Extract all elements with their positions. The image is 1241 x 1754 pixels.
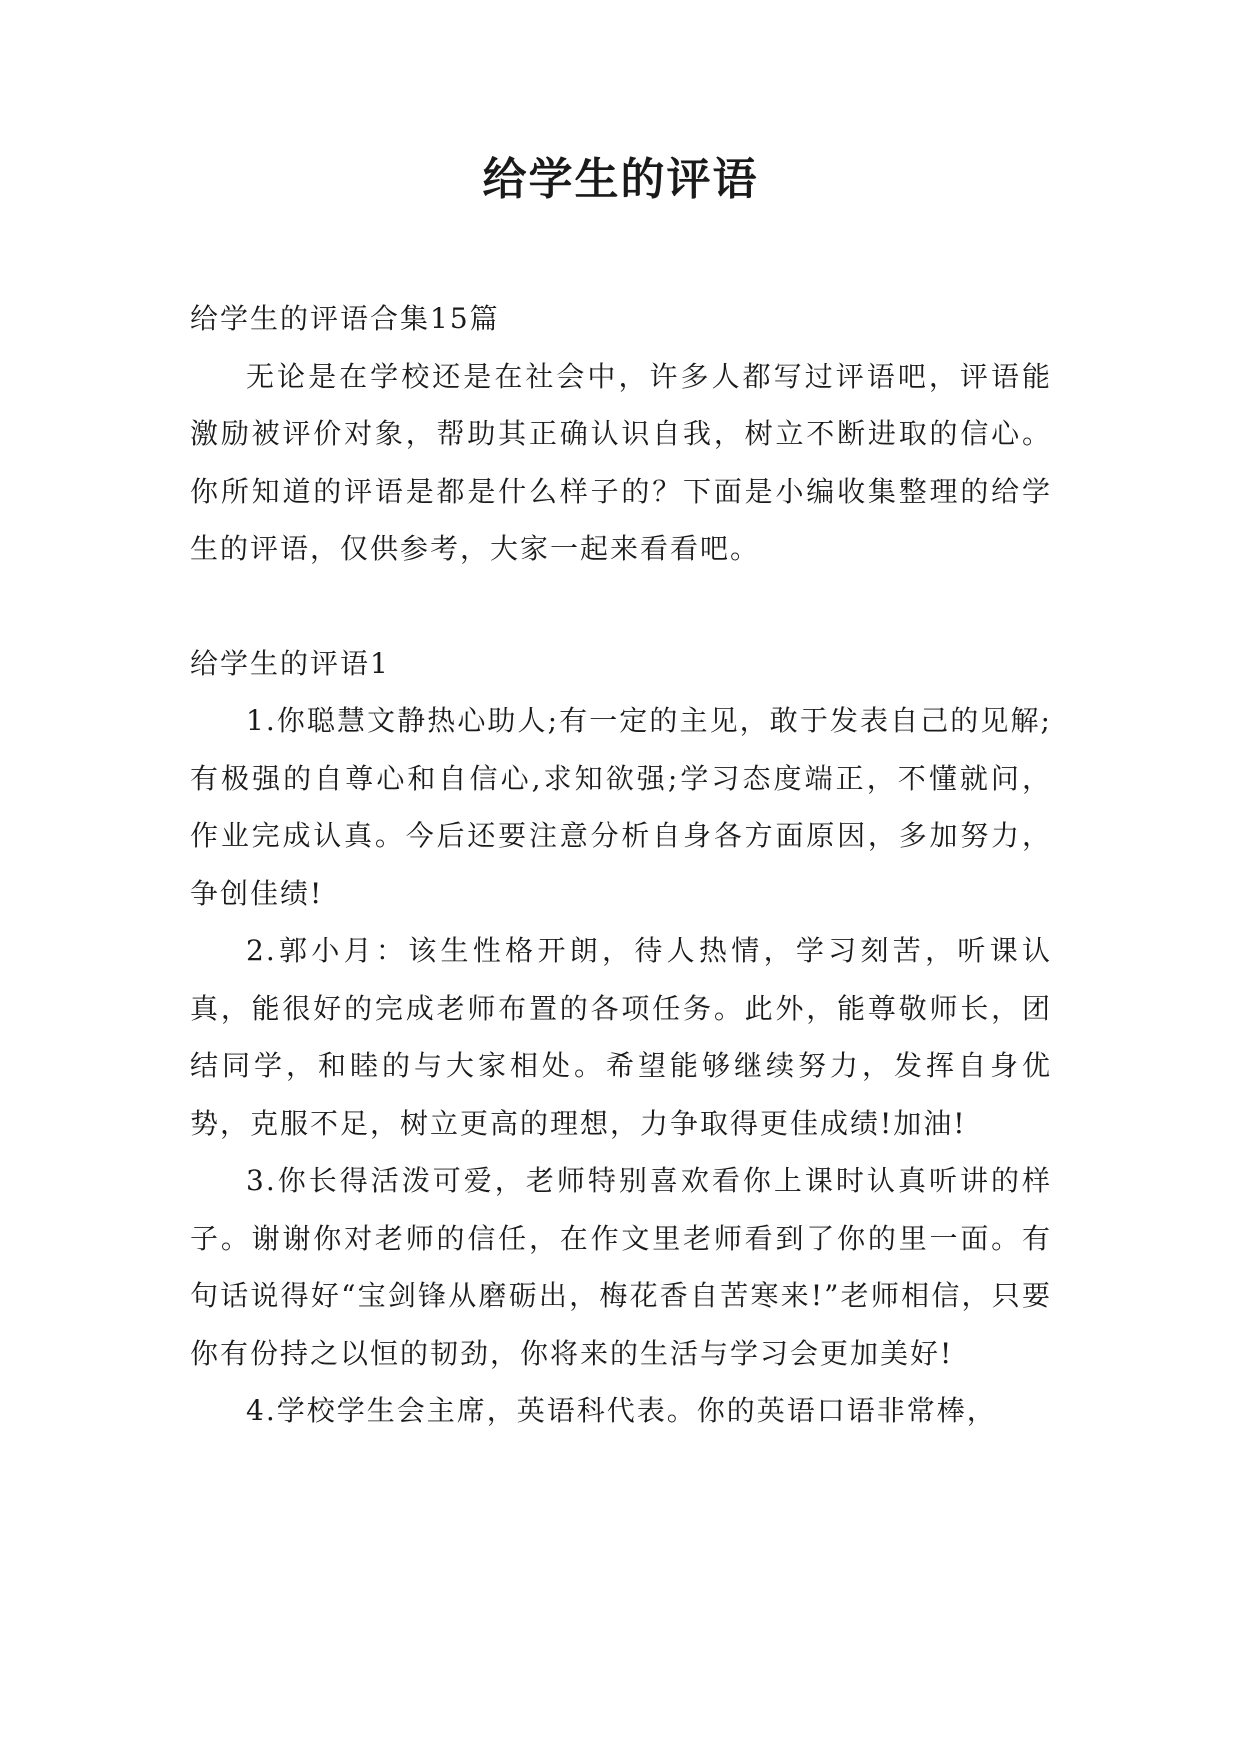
comment-item-4: 4.学校学生会主席，英语科代表。你的英语口语非常棒，	[246, 1394, 997, 1427]
section-heading: 给学生的评语1	[190, 646, 390, 680]
comment-item-2: 2.郭小月：该生性格开朗，待人热情，学习刻苦，听课认真，能很好的完成老师布置的各项任务。此外，能尊敬师长，团结同学，和睦的与大家相处。希望能够继续努力，发挥自身优势，克服不足，树立更高的理想，力争取得更佳成绩!加油!	[190, 934, 1052, 1140]
intro-paragraph: 无论是在学校还是在社会中，许多人都写过评语吧，评语能激励被评价对象，帮助其正确认识自我，树立不断进取的信心。你所知道的评语是都是什么样子的？下面是小编收集整理的给学生的评语，仅供参考，大家一起来看看吧。	[190, 359, 1052, 565]
collection-heading: 给学生的评语合集15篇	[190, 302, 500, 335]
comment-item-1: 1.你聪慧文静热心助人;有一定的主见，敢于发表自己的见解;有极强的自尊心和自信心,求知欲强;学习态度端正，不懂就问，作业完成认真。今后还要注意分析自身各方面原因，多加努力，争创佳绩!	[190, 704, 1052, 910]
document-body	[190, 290, 1052, 1440]
page-title: 给学生的评语	[482, 154, 759, 205]
comment-item-3: 3.你长得活泼可爱，老师特别喜欢看你上课时认真听讲的样子。谢谢你对老师的信任，在作文里老师看到了你的里一面。有句话说得好“宝剑锋从磨砺出，梅花香自苦寒来!”老师相信，只要你有份持之以恒的韧劲，你将来的生活与学习会更加美好!	[190, 1164, 1052, 1370]
section-spacer	[190, 578, 1052, 635]
